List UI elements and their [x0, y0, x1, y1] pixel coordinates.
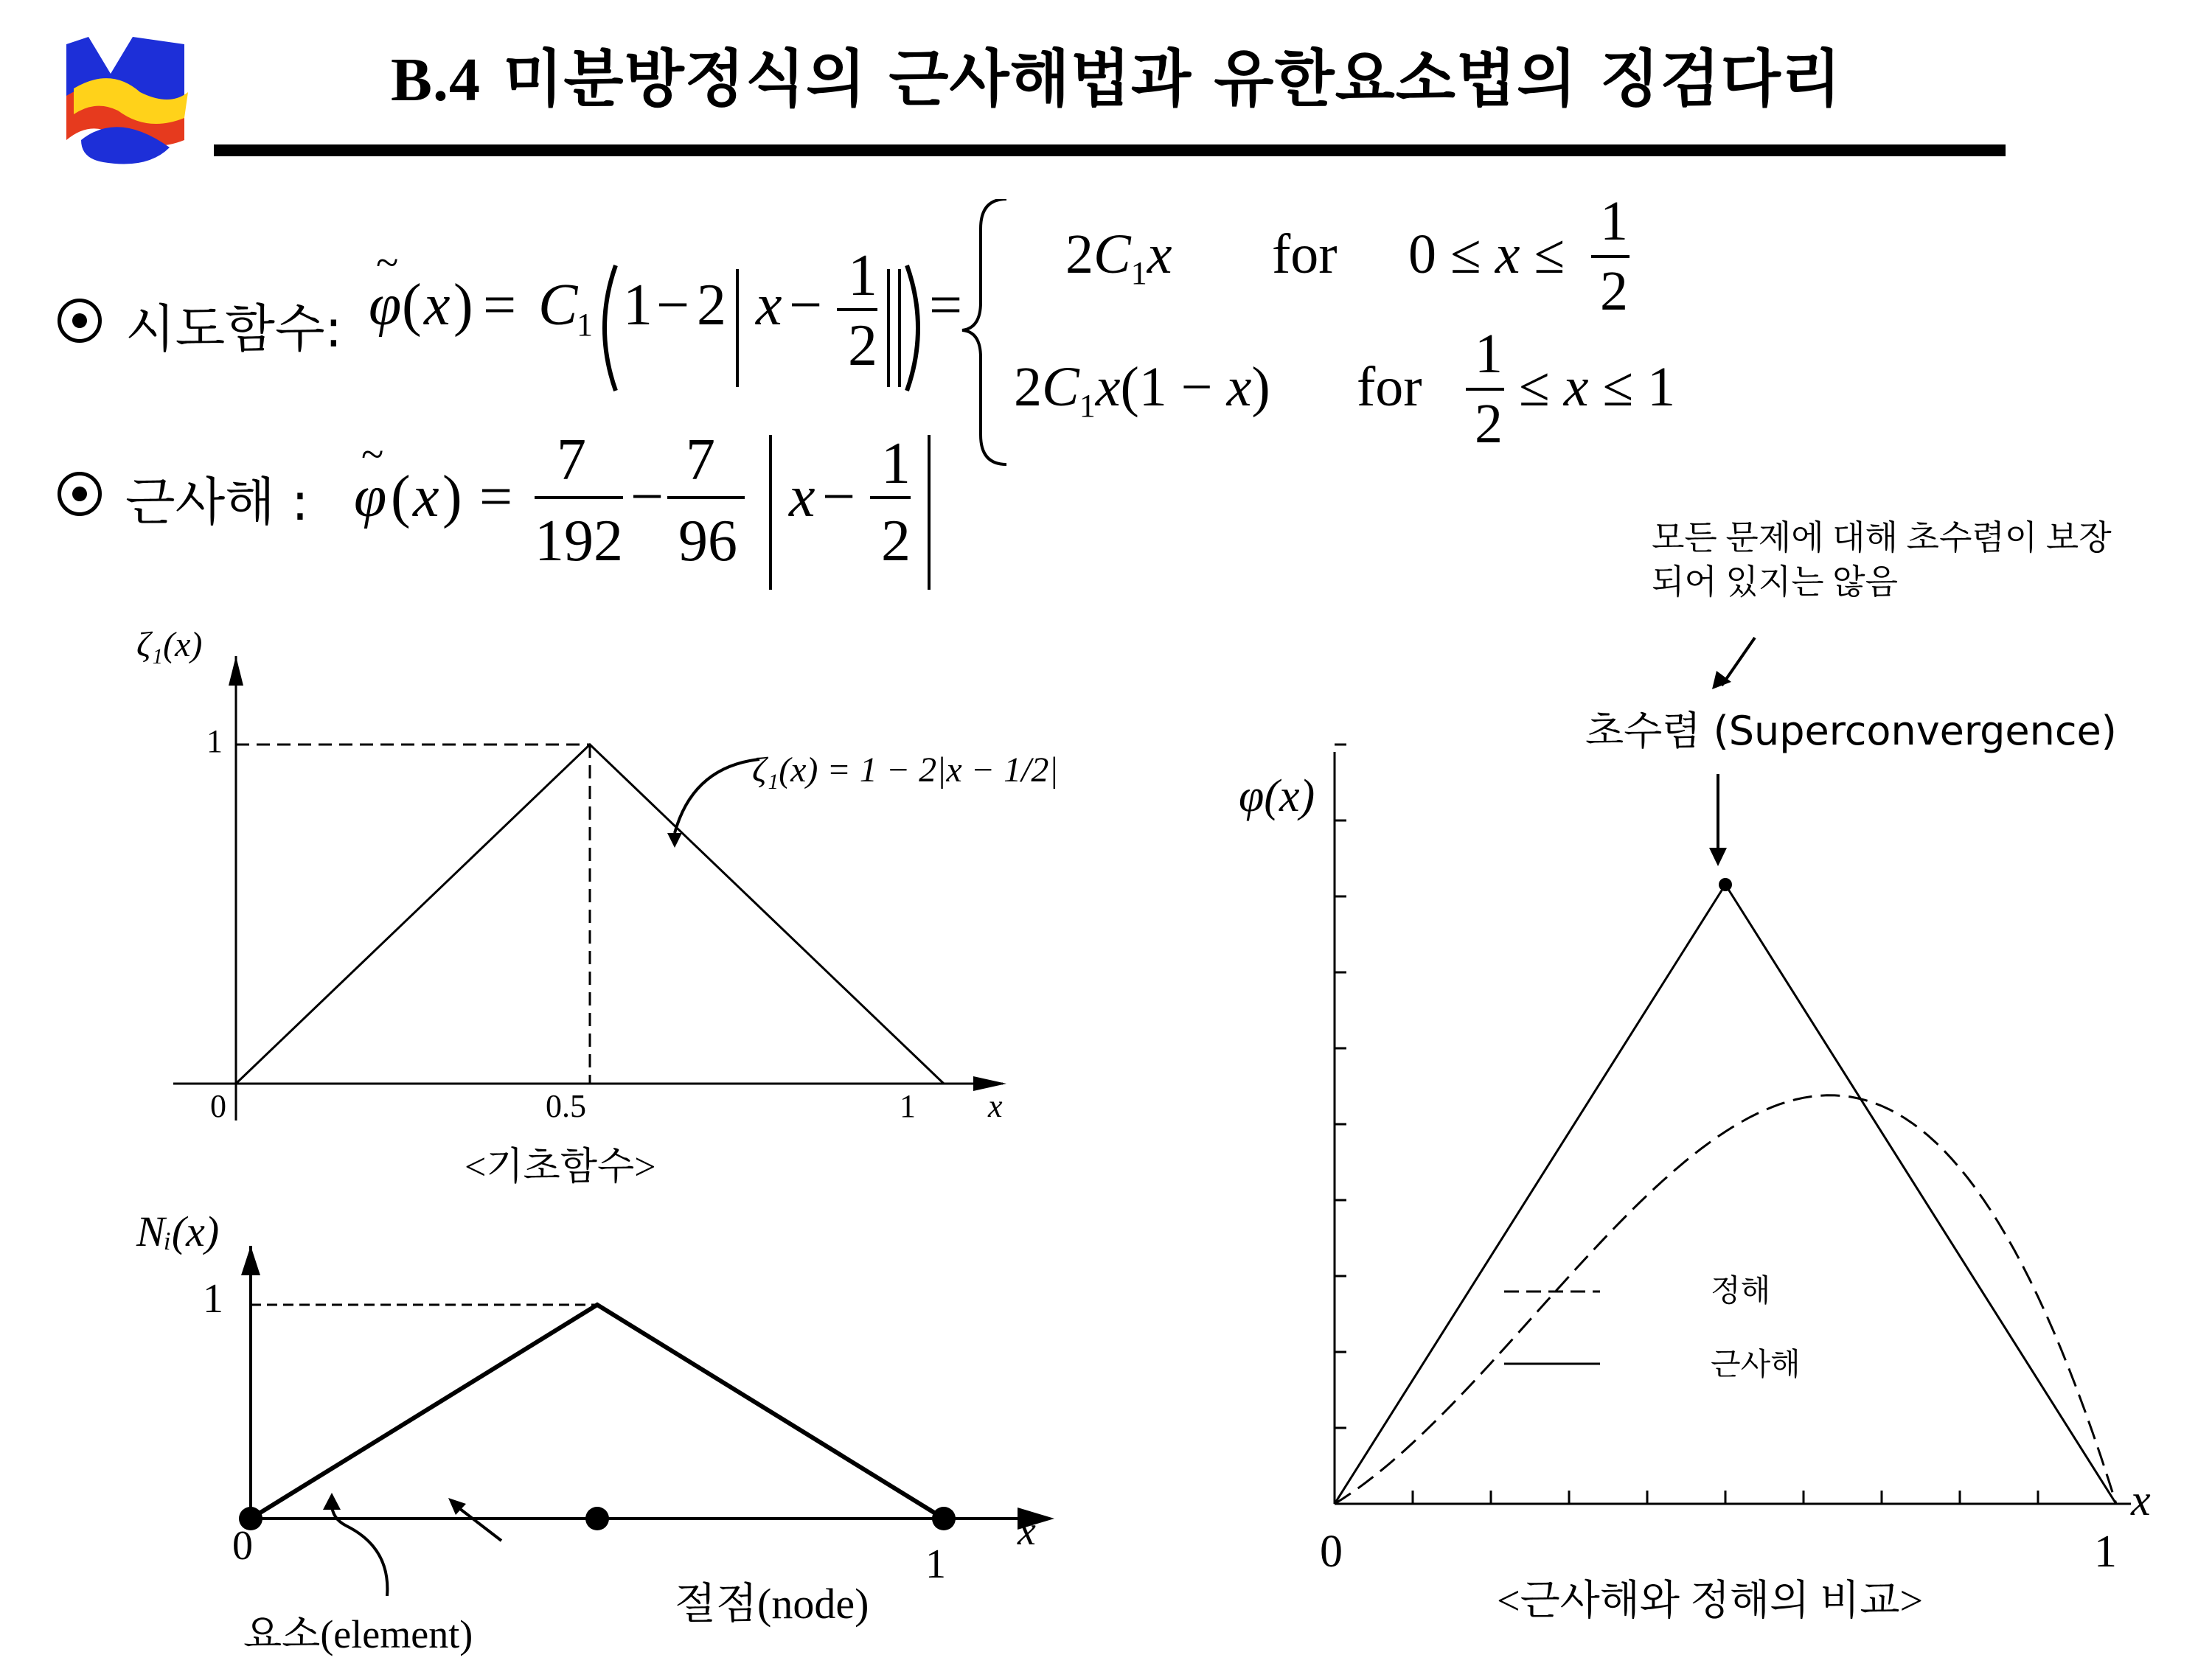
svg-text:x: x — [424, 273, 451, 338]
bullet-icon — [58, 472, 102, 516]
svg-text:x: x — [756, 273, 782, 338]
shape-ylabel: Nᵢ(x) — [136, 1207, 220, 1255]
compare-xlabel: x — [2131, 1476, 2151, 1524]
legend-exact: 정해 — [1711, 1275, 1771, 1308]
element-label: 요소(element) — [243, 1612, 473, 1656]
trial-label: 시도함수: — [125, 299, 343, 359]
svg-text:−: − — [822, 464, 856, 529]
basis-xlabel: x — [988, 1088, 1003, 1124]
shape-function-plot — [133, 1202, 1106, 1666]
svg-text:φ: φ — [369, 273, 402, 338]
svg-text:1: 1 — [1475, 323, 1503, 385]
basis-y-arrow — [229, 656, 243, 686]
svg-text:=: = — [479, 464, 513, 529]
basis-x-tick-2: 1 — [900, 1088, 916, 1124]
shape-x-tick-1: 1 — [925, 1541, 946, 1587]
basis-x-tick-0: 0 — [210, 1088, 226, 1124]
approx-num2: 7 — [686, 428, 715, 492]
title-prefix: B.4 — [391, 46, 481, 114]
svg-text:1: 1 — [623, 273, 653, 338]
svg-text:φ: φ — [354, 464, 387, 529]
svg-text:1: 1 — [881, 431, 911, 496]
approx-num1: 7 — [557, 428, 586, 492]
compare-ylabel: φ(x) — [1239, 771, 1315, 821]
page-title — [391, 29, 1842, 119]
shape-y-tick: 1 — [203, 1276, 223, 1322]
compare-caption: <근사해와 정해의 비교> — [1497, 1578, 1924, 1624]
approx-den1: 192 — [535, 509, 623, 574]
svg-text:=: = — [929, 273, 963, 338]
shape-y-arrow — [241, 1246, 260, 1275]
basis-function-plot — [133, 612, 1106, 1202]
case2-for: for — [1357, 356, 1422, 418]
approx-equation — [339, 428, 1003, 597]
svg-text:≤ x ≤ 1: ≤ x ≤ 1 — [1519, 356, 1676, 418]
case1-for: for — [1272, 223, 1338, 285]
svg-text:): ) — [453, 273, 473, 338]
svg-text:C: C — [538, 273, 578, 338]
basis-annotation: ζ₁(x) = 1 − 2|x − 1/2| — [752, 750, 1059, 790]
basis-caption: <기초함수> — [465, 1146, 656, 1188]
case1-expr: 2C1x — [1065, 223, 1172, 291]
compare-x-tick-0: 0 — [1320, 1527, 1343, 1577]
superconvergence-label: 초수렴 (Superconvergence) — [1585, 708, 2117, 754]
case2-expr: 2C1x(1 − x) — [1014, 356, 1270, 424]
shape-x-tick-0: 0 — [232, 1523, 253, 1569]
svg-text:~: ~ — [361, 432, 384, 478]
svg-text:x: x — [413, 464, 439, 529]
shape-function-line — [251, 1305, 944, 1519]
svg-text:): ) — [442, 464, 462, 529]
svg-text:−: − — [656, 273, 690, 338]
comparison-plot — [1224, 516, 2205, 1651]
shape-xlabel: x — [1018, 1508, 1036, 1554]
compare-x-tick-1: 1 — [2094, 1527, 2117, 1577]
svg-text:0 ≤ x ≤: 0 ≤ x ≤ — [1408, 223, 1565, 285]
svg-text:x: x — [789, 464, 815, 529]
superconvergence-point — [1719, 878, 1732, 891]
title-rule — [214, 144, 2006, 156]
title-text: 미분방정식의 근사해법과 유한요소법의 징검다리 — [503, 43, 1843, 115]
note-line2: 되어 있지는 않음 — [1652, 563, 1899, 601]
svg-text:1: 1 — [848, 243, 877, 308]
svg-text:2: 2 — [1600, 260, 1628, 322]
svg-text:2: 2 — [881, 509, 911, 574]
node-dot — [932, 1507, 956, 1530]
svg-text:~: ~ — [376, 240, 399, 286]
svg-text:2: 2 — [697, 273, 726, 338]
basis-x-tick-1: 0.5 — [546, 1088, 586, 1124]
svg-text:2: 2 — [1475, 393, 1503, 455]
svg-text:=: = — [483, 273, 517, 338]
approx-label: 근사해 : — [125, 472, 309, 532]
svg-text:−: − — [789, 273, 823, 338]
logo — [59, 29, 192, 170]
node-label: 절점(node) — [675, 1580, 869, 1628]
approx-solution-line — [1335, 885, 2116, 1504]
basis-ylabel: ζ₁(x) — [136, 625, 203, 664]
svg-text:−: − — [630, 464, 664, 529]
node-dot — [585, 1507, 609, 1530]
svg-text:1: 1 — [577, 307, 593, 343]
approx-den2: 96 — [678, 509, 737, 574]
basis-y-tick: 1 — [206, 723, 223, 759]
legend-approx: 근사해 — [1711, 1348, 1801, 1382]
svg-text:(: ( — [402, 273, 422, 338]
bullet-icon — [58, 299, 102, 343]
note-line1: 모든 문제에 대해 초수렴이 보장 — [1652, 519, 2112, 557]
svg-text:1: 1 — [1600, 199, 1628, 252]
svg-text:(: ( — [391, 464, 411, 529]
svg-text:2: 2 — [848, 313, 877, 378]
